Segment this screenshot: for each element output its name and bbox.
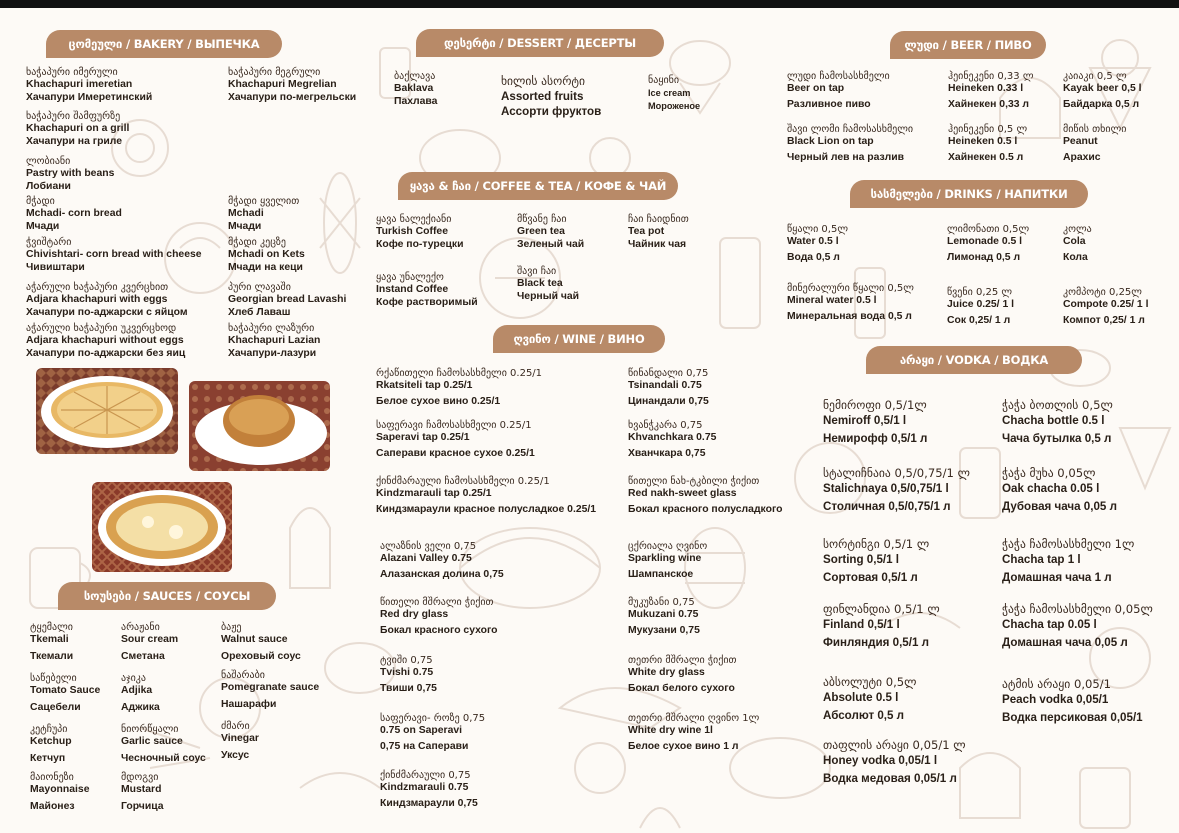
- menu-item: ჰეინეკენი 0,5 ლ Heineken 0.5 l Хайнекен 0.5 л: [948, 124, 1028, 163]
- menu-item: ჭვიშტარი Chivishtari- corn bread with cheese Чивиштари: [26, 237, 202, 273]
- menu-item: ხაჭაპური შამფურზე Khachapuri on a grill Хачапури на гриле: [26, 111, 130, 147]
- menu-item: ბაქლავა Baklava Пахлава: [394, 71, 438, 107]
- menu-item: კოლა Cola Кола: [1063, 224, 1092, 263]
- menu-item: ნაშარაბი Pomegranate sauce Нашарафи: [221, 670, 320, 710]
- menu-item: ნემიროფი 0,5/1ლ Nemiroff 0,5/1 l Немирофф 0,5/1 л: [823, 398, 928, 445]
- menu-item: მჭადი კეცზე Mchadi on Kets Мчади на кеци: [228, 237, 305, 273]
- menu-item: საწებელი Tomato Sauce Сацебели: [30, 673, 101, 713]
- menu-item: წყალი 0,5ლ Water 0.5 l Вода 0,5 л: [787, 224, 848, 263]
- menu-item: ქინძმარაული ჩამოსასხმელი 0.25/1 Kindzmarauli tap 0.25/1 Киндзмараули красное полусладкое 0.25/1: [376, 476, 597, 515]
- menu-item: ჭაჭა ჩამოსასხმელი 1ლ Chacha tap 1 l Домашная чача 1 л: [1002, 537, 1135, 584]
- menu-item: სორტინგი 0,5/1 ლ Sorting 0,5/1 l Сортовая 0,5/1 л: [823, 537, 930, 584]
- section-header-drinks: სასმელები / DRINKS / НАПИТКИ: [850, 180, 1088, 208]
- menu-item: ხაჭაპური იმერული Khachapuri imeretian Хачапури Имеретинский: [26, 67, 153, 103]
- menu-item: ხვანჭკარა 0,75 Khvanchkara 0.75 Хванчкара 0,75: [628, 420, 717, 459]
- menu-item: ჭაჭა მუხა 0,05ლ Oak chacha 0.05 l Дубовая чача 0,05 л: [1002, 466, 1117, 513]
- menu-item: ჰეინეკენი 0,33 ლ Heineken 0.33 l Хайнекен 0,33 л: [948, 71, 1034, 110]
- menu-item: თეთრი მშრალი ღვინო 1ლ White dry wine 1l Белое сухое вино 1 л: [628, 713, 760, 752]
- khachapuri-imeretian-photo: [36, 368, 178, 454]
- section-header-vodka: არაყი / VODKA / ВОДКА: [866, 346, 1082, 374]
- menu-item: ნაყინი Ice cream Мороженое: [648, 75, 701, 111]
- menu-item: წინანდალი 0,75 Tsinandali 0.75 Цинандали 0,75: [628, 368, 709, 407]
- menu-item: შავი ჩაი Black tea Черный чай: [517, 266, 580, 302]
- menu-item: ხაჭაპური ლაზური Khachapuri Lazian Хачапури-лазури: [228, 323, 321, 359]
- menu-item: ლუდი ჩამოსასხმელი Beer on tap Разливное пиво: [787, 71, 890, 110]
- menu-item: აჭარული ხაჭაპური კვერცხით Adjara khachapuri with eggs Хачапури по-аджарски с яйцом: [26, 282, 188, 318]
- adjara-khachapuri-photo: [92, 482, 232, 572]
- menu-item: ძმარი Vinegar Уксус: [221, 721, 259, 761]
- menu-item: ნიორწყალი Garlic sauce Чесночный соус: [121, 724, 206, 764]
- menu-item: ხილის ასორტი Assorted fruits Ассорти фруктов: [501, 74, 602, 118]
- menu-item: ბაჟე Walnut sauce Ореховый соус: [221, 622, 301, 662]
- menu-item: მუკუზანი 0,75 Mukuzani 0.75 Мукузани 0,75: [628, 597, 700, 636]
- menu-item: ცქრიალა ღვინო Sparkling wine Шампанское: [628, 541, 708, 580]
- menu-item: ლიმონათი 0,5ლ Lemonade 0.5 l Лимонад 0,5 л: [947, 224, 1030, 263]
- menu-item: ატმის არაყი 0,05/1 Peach vodka 0,05/1 Водка персиковая 0,05/1: [1002, 677, 1143, 724]
- section-header-coffee: ყავა & ჩაი / COFFEE & TEA / КОФЕ & ЧАЙ: [398, 172, 678, 200]
- menu-item: არაჟანი Sour cream Сметана: [121, 622, 179, 662]
- menu-item: კაიაკი 0,5 ლ Kayak beer 0,5 l Байдарка 0,5 л: [1063, 71, 1142, 110]
- menu-item: ტყემალი Tkemali Ткемали: [30, 622, 74, 662]
- menu-item: კომპოტი 0,25ლ Compote 0.25/ 1 l Компот 0,25/ 1 л: [1063, 287, 1149, 326]
- menu-item: ლობიანი Pastry with beans Лобиани: [26, 156, 115, 192]
- menu-item: ყავა ნალექიანი Turkish Coffee Кофе по-турецки: [376, 214, 464, 250]
- menu-item: ქინძმარაული 0,75 Kindzmarauli 0.75 Киндзмараули 0,75: [380, 770, 478, 809]
- menu-item: მიწის თხილი Peanut Арахис: [1063, 124, 1127, 163]
- menu-item: თაფლის არაყი 0,05/1 ლ Honey vodka 0,05/1 l Водка медовая 0,05/1 л: [823, 738, 966, 785]
- menu-item: პური ლავაში Georgian bread Lavashi Хлеб Лаваш: [228, 282, 347, 318]
- section-header-sauces: სოუსები / SAUCES / СОУСЫ: [58, 582, 276, 610]
- menu-item: წვენი 0,25 ლ Juice 0.25/ 1 l Сок 0,25/ 1 л: [947, 287, 1015, 326]
- menu-item: ჭაჭა ჩამოსასხმელი 0,05ლ Chacha tap 0.05 l Домашная чача 0,05 л: [1002, 602, 1153, 649]
- menu-item: ჭაჭა ბოთლის 0,5ლ Chacha bottle 0.5 l Чача бутылка 0,5 л: [1002, 398, 1113, 445]
- section-header-beer: ლუდი / BEER / ПИВО: [890, 31, 1046, 59]
- menu-item: აჭარული ხაჭაპური უკვერცხოდ Adjara khachapuri without eggs Хачапури по-аджарски без яиц: [26, 323, 186, 359]
- section-header-wine: ღვინო / WINE / ВИНО: [493, 325, 665, 353]
- section-header-dessert: დესერტი / DESSERT / ДЕСЕРТЫ: [416, 29, 664, 57]
- menu-item: ტვიში 0,75 Tvishi 0.75 Твиши 0,75: [380, 655, 437, 694]
- menu-item: ალაზნის ველი 0,75 Alazani Valley 0.75 Алазанская долина 0,75: [380, 541, 504, 580]
- menu-item: სტალიჩნაია 0,5/0,75/1 ლ Stalichnaya 0,5/0,75/1 l Столичная 0,5/0,75/1 л: [823, 466, 970, 513]
- menu-item: საფერავი ჩამოსასხმელი 0.25/1 Saperavi tap 0.25/1 Саперави красное сухое 0.25/1: [376, 420, 535, 459]
- section-header-bakery: ცომეული / BAKERY / ВЫПЕЧКА: [46, 30, 282, 58]
- menu-item: შავი ლომი ჩამოსასხმელი Black Lion on tap Черный лев на разлив: [787, 124, 914, 163]
- menu-item: ჩაი ჩაიდნით Tea pot Чайник чая: [628, 214, 689, 250]
- menu-item: მწვანე ჩაი Green tea Зеленый чай: [517, 214, 585, 250]
- menu-item: კეტჩუპი Ketchup Кетчуп: [30, 724, 72, 764]
- menu-item: რქაწითელი ჩამოსასხმელი 0.25/1 Rkatsiteli tap 0.25/1 Белое сухое вино 0.25/1: [376, 368, 543, 407]
- menu-item: წითელი ნახ-ტკბილი ჭიქით Red nakh-sweet glass Бокал красного полусладкого: [628, 476, 783, 515]
- menu-item: ხაჭაპური მეგრული Khachapuri Megrelian Хачапури по-мегрельски: [228, 67, 357, 103]
- menu-item: საფერავი- როზე 0,75 0.75 on Saperavi 0,75 на Саперави: [380, 713, 486, 752]
- menu-item: მჭადი ყველით Mchadi Мчади: [228, 196, 300, 232]
- menu-item: მინერალური წყალი 0,5ლ Mineral water 0.5 l Минеральная вода 0,5 л: [787, 283, 914, 322]
- khachapuri-lazian-photo: [189, 381, 330, 471]
- menu-item: მდოგვი Mustard Горчица: [121, 772, 164, 812]
- top-black-bar: [0, 0, 1179, 8]
- menu-item: მაიონეზი Mayonnaise Майонез: [30, 772, 90, 812]
- menu-item: აბსოლუტი 0,5ლ Absolute 0.5 l Абсолют 0,5 л: [823, 675, 917, 722]
- menu-item: წითელი მშრალი ჭიქით Red dry glass Бокал красного сухого: [380, 597, 498, 636]
- menu-item: ფინლანდია 0,5/1 ლ Finland 0,5/1 l Финляндия 0,5/1 л: [823, 602, 940, 649]
- menu-item: ყავა უნალექო Instand Coffee Кофе растворимый: [376, 272, 478, 308]
- menu-item: აჯიკა Adjika Аджика: [121, 673, 160, 713]
- menu-item: თეთრი მშრალი ჭიქით White dry glass Бокал белого сухого: [628, 655, 737, 694]
- menu-item: მჭადი Mchadi- corn bread Мчади: [26, 196, 122, 232]
